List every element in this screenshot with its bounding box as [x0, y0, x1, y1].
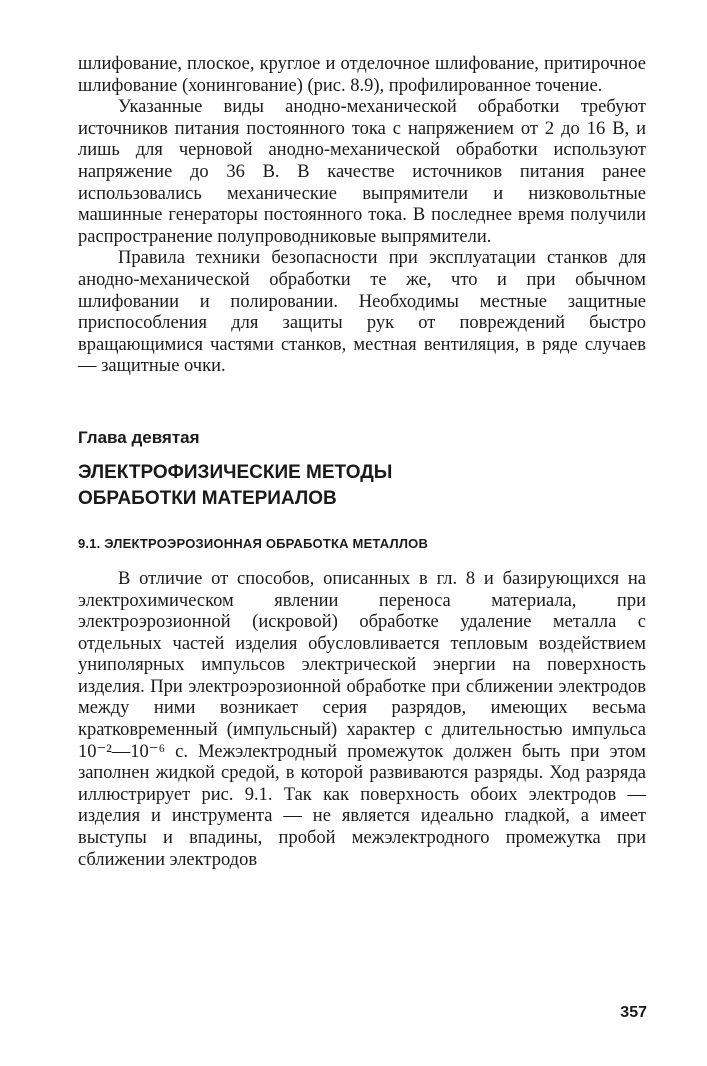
chapter-title-line-1: ЭЛЕКТРОФИЗИЧЕСКИЕ МЕТОДЫ — [78, 461, 393, 483]
chapter-title-line-2: ОБРАБОТКИ МАТЕРИАЛОВ — [78, 487, 337, 509]
paragraph-grinding-types: шлифование, плоское, круглое и отделочное шлифование, притирочное шлифование (хонингование) (рис. 8.9), профилированное точение. — [78, 54, 646, 96]
paragraph-safety-rules: Правила техники безопасности при эксплуатации станков для анодно-механической обработки те же, что и при обычном шлифовании и полировании. Необходимы местные защитные приспособления для защиты рук от повреждений быстро вращающимися частями станков, местная вентиляция, в ряде случаев — защитные очки. — [78, 248, 646, 377]
section-body-paragraph: В отличие от способов, описанных в гл. 8 и базирующихся на электрохимическом явлении переноса материала, при электроэрозионной (искровой) обработке удаление металла с отдельных частей изделия обусловливается тепловым воздействием униполярных импульсов электрической энергии на поверхность изделия. При электроэрозионной обработке при сближении электродов между ними возникает серия разрядов, имеющих весьма кратковременный (импульсный) характер с длительностью импульса 10⁻²—10⁻⁶ с. Межэлектродный промежуток должен быть при этом заполнен жидкой средой, в которой развиваются разряды. Ход разряда иллюстрирует рис. 9.1. Так как поверхность обоих электродов — изделия и инструмента — не является идеально гладкой, а имеет выступы и впадины, пробой межэлектродного промежутка при сближении электродов — [78, 568, 646, 870]
chapter-label: Глава девятая — [78, 427, 200, 447]
page-content — [78, 54, 646, 871]
paragraph-power-sources: Указанные виды анодно-механической обработки требуют источников питания постоянного тока с напряжением от 2 до 16 В, и лишь для черновой анодно-механической обработки используют напряжение до 36 В. В качестве источников питания ранее использовались механические выпрямители и низковольтные машинные генераторы постоянного тока. В последнее время получили распространение полупроводниковые выпрямители. — [78, 97, 646, 247]
page-number: 357 — [620, 1004, 647, 1021]
section-title: 9.1. ЭЛЕКТРОЭРОЗИОННАЯ ОБРАБОТКА МЕТАЛЛОВ — [78, 535, 429, 551]
